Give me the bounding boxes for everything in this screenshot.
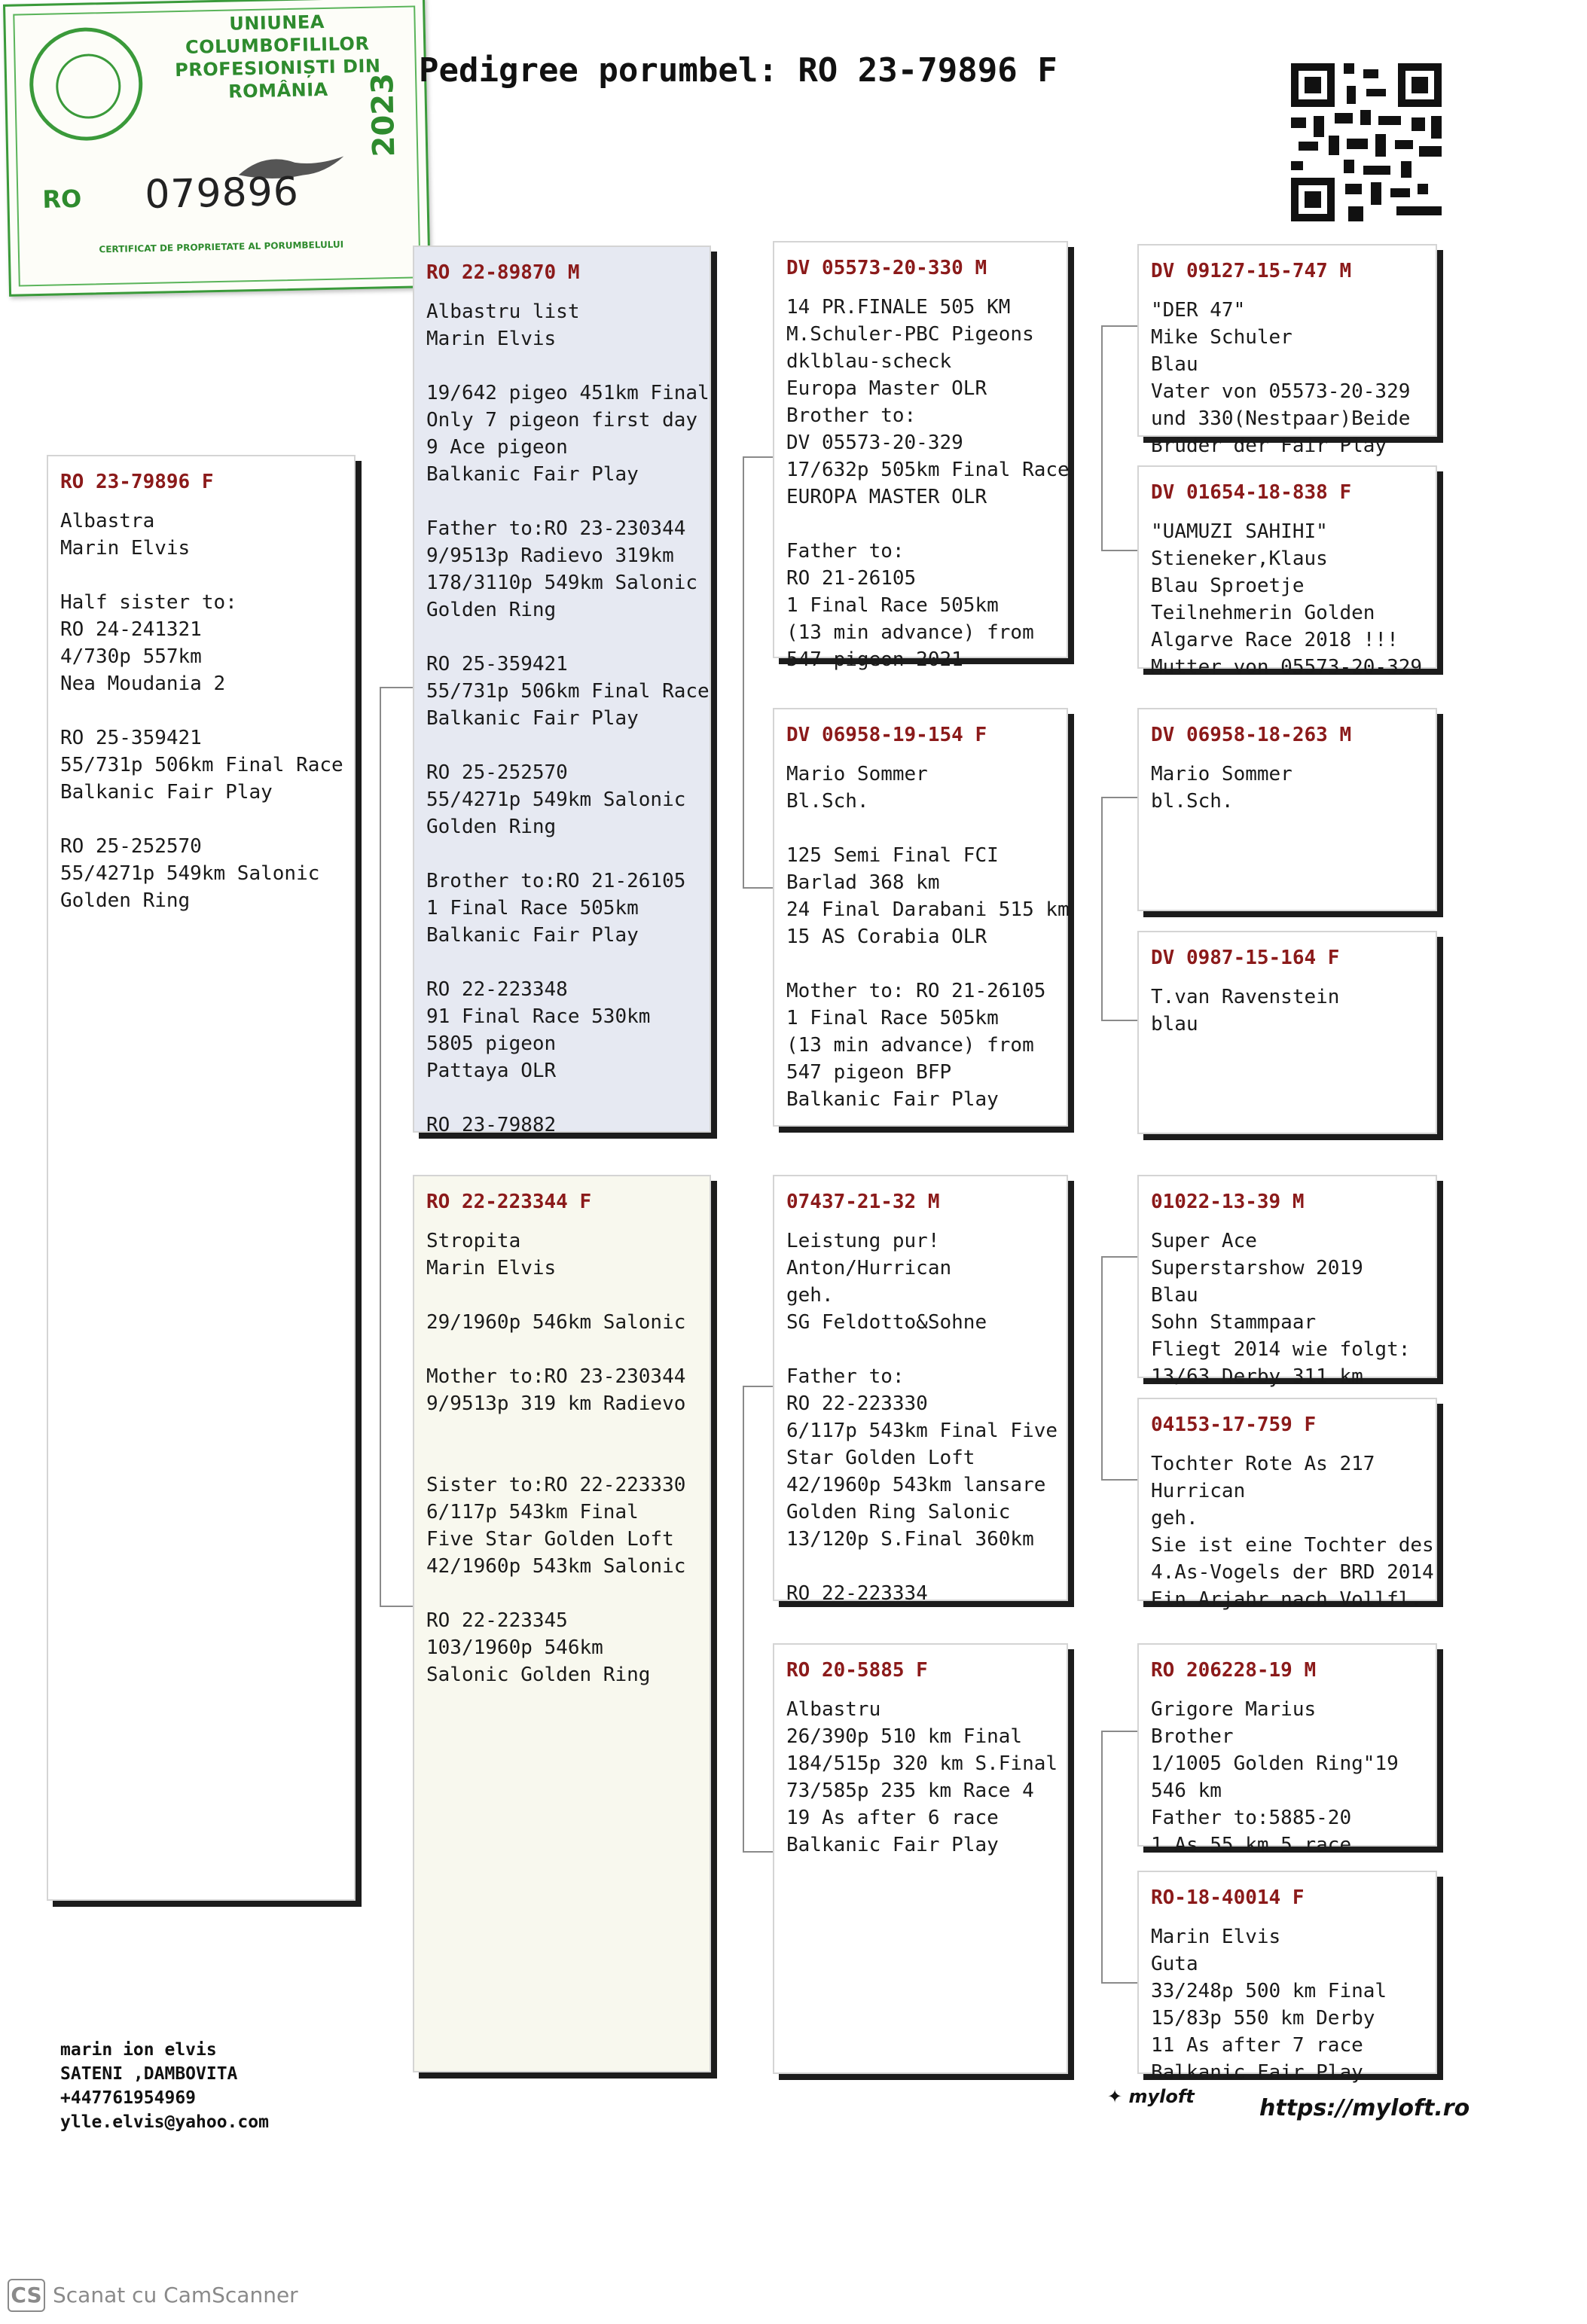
pigeon-note-line: Anton/Hurrican — [786, 1257, 952, 1279]
pigeon-note-line: bl.Sch. — [1151, 790, 1234, 813]
pigeon-note-line: 55/4271p 549km Salonic — [60, 862, 320, 885]
pigeon-note-line: 547 pigeon BFP — [786, 1061, 952, 1084]
pigeon-note-line — [60, 806, 343, 833]
pigeon-note-line: geh. — [1151, 1507, 1198, 1530]
camscanner-icon: CS — [8, 2279, 45, 2312]
ring-number: RO 20-5885 F — [786, 1659, 928, 1682]
pigeon-note-line: Father to:RO 23-230344 — [426, 517, 686, 540]
pigeon-note-line: Mother to: RO 21-26105 — [786, 980, 1046, 1002]
pigeon-notes — [1151, 761, 1425, 815]
pigeon-note-line: Vater von 05573-20-329 — [1151, 380, 1411, 403]
pigeon-note-line — [786, 815, 1056, 842]
pigeon-note-line: Barlad 368 km — [786, 871, 940, 894]
ring-number: 07437-21-32 M — [786, 1191, 940, 1213]
pigeon-note-line: RO 21-26105 — [786, 567, 917, 590]
pigeon-note-line: 1 As 55 km 5 race — [1151, 1834, 1352, 1856]
pigeon-note-line: 125 Semi Final FCI — [786, 844, 999, 867]
pigeon-note-line: 24 Final Darabani 515 km — [786, 898, 1070, 921]
pigeon-note-line: Guta — [1151, 1953, 1198, 1975]
pigeon-note-line: 9/9513p Radievo 319km — [426, 544, 674, 567]
pigeon-note-line: 6/117p 543km Final — [426, 1501, 639, 1523]
pigeon-note-line: RO 25-359421 — [426, 653, 568, 676]
pigeon-note-line: Nea Moudania 2 — [60, 672, 226, 695]
pigeon-note-line: 13/120p S.Final 360km — [786, 1528, 1034, 1551]
pigeon-note-line: Albastru — [786, 1698, 881, 1721]
pigeon-note-line: 1 Final Race 505km — [426, 897, 639, 920]
pigeon-note-line: 178/3110p 549km Salonic — [426, 572, 698, 594]
pigeon-note-line — [426, 1417, 699, 1444]
pigeon-note-line: T.van Ravenstein — [1151, 986, 1340, 1008]
connector-ss — [1101, 325, 1137, 551]
ring-number: DV 01654-18-838 F — [1151, 481, 1352, 504]
pigeon-card-dam — [413, 1175, 711, 2072]
pigeon-card-subject — [47, 455, 356, 1901]
pigeon-note-line: Mario Sommer — [786, 763, 928, 785]
pigeon-card-dsd — [1137, 1398, 1437, 1611]
connector-subject — [380, 687, 413, 1607]
myloft-link[interactable]: https://myloft.ro — [1259, 2095, 1470, 2121]
pigeon-note-line: 11 As after 7 race — [1151, 2034, 1363, 2057]
pigeon-note-line: 9/9513p 319 km Radievo — [426, 1392, 686, 1415]
pigeon-card-sss — [1137, 244, 1437, 457]
pigeon-notes — [60, 508, 343, 914]
page-title: Pedigree porumbel: RO 23-79896 F — [419, 51, 1057, 90]
pigeon-note-line: Five Star Golden Loft — [426, 1528, 674, 1551]
certificate-footer: CERTIFICAT DE PROPRIETATE AL PORUMBELULUI — [99, 239, 344, 255]
pigeon-note-line: Mike Schuler — [1151, 326, 1292, 349]
pigeon-note-line: Stieneker,Klaus — [1151, 547, 1328, 570]
certificate-org: UNIUNEA COLUMBOFILILOR PROFESIONIȘTI DIN ROMÂNIA — [174, 11, 381, 102]
pigeon-note-line: 26/390p 510 km Final — [786, 1725, 1023, 1748]
pigeon-note-line: 1 Final Race 505km — [786, 1007, 999, 1029]
pigeon-card-sire-dam — [773, 708, 1068, 1127]
pigeon-notes — [1151, 1228, 1425, 1390]
camscanner-text: Scanat cu CamScanner — [53, 2283, 298, 2307]
pigeon-note-line: RO 24-241321 — [60, 618, 202, 641]
pigeon-card-sds — [1137, 708, 1437, 911]
ring-number: DV 09127-15-747 M — [1151, 260, 1352, 282]
pigeon-note-line — [60, 697, 343, 724]
pigeon-note-line: 13/63 Derby 311 km — [1151, 1365, 1363, 1388]
pigeon-note-line: Golden Ring — [426, 816, 557, 838]
pigeon-note-line: Balkanic Fair Play — [426, 463, 639, 486]
pigeon-note-line: und 330(Nestpaar)Beide — [1151, 407, 1411, 430]
pigeon-note-line: RO 25-252570 — [426, 761, 568, 784]
pigeon-note-line: Sie ist eine Tochter des — [1151, 1534, 1434, 1557]
pigeon-note-line: Marin Elvis — [426, 1257, 557, 1279]
pigeon-note-line: Blau Sproetje — [1151, 575, 1305, 597]
pigeon-note-line: 4/730p 557km — [60, 645, 202, 668]
pigeon-notes — [1151, 984, 1425, 1038]
pigeon-note-line: Sister to:RO 22-223330 — [426, 1474, 686, 1496]
pigeon-note-line: Albastra — [60, 510, 155, 532]
pigeon-note-line — [786, 511, 1056, 538]
owner-email: ylle.elvis@yahoo.com — [60, 2112, 269, 2132]
pigeon-note-line: Mother to:RO 23-230344 — [426, 1365, 686, 1388]
ring-number: RO 22-89870 M — [426, 261, 580, 284]
pigeon-note-line — [426, 1580, 699, 1607]
pigeon-note-line: Balkanic Fair Play — [426, 924, 639, 947]
pigeon-note-line: Leistung pur! — [786, 1230, 940, 1252]
pigeon-note-line: EUROPA MASTER OLR — [786, 486, 987, 508]
pigeon-card-ddd — [1137, 1871, 1437, 2084]
pigeon-note-line — [426, 352, 699, 380]
myloft-logo-text: myloft — [1128, 2086, 1195, 2107]
pigeon-note-line: Europa Master OLR — [786, 377, 987, 400]
pigeon-note-line — [426, 1282, 699, 1309]
connector-dam — [743, 1386, 773, 1853]
pigeon-note-line: Mario Sommer — [1151, 763, 1292, 785]
pigeon-note-line: Father to: — [786, 540, 905, 563]
pigeon-notes — [1151, 518, 1425, 681]
pigeon-note-line — [426, 1336, 699, 1363]
pigeon-note-line: 73/585p 235 km Race 4 — [786, 1780, 1034, 1802]
connector-sire — [743, 456, 773, 889]
pigeon-note-line: 55/731p 506km Final Race — [60, 754, 343, 776]
pigeon-note-line: 15/83p 550 km Derby — [1151, 2007, 1375, 2030]
pigeon-note-line: Albastru list — [426, 300, 580, 323]
pigeon-note-line: 17/632p 505km Final Race — [786, 459, 1070, 481]
pigeon-notes — [786, 1228, 1056, 1607]
pigeon-note-line: 55/731p 506km Final Race — [426, 680, 710, 703]
pigeon-note-line: Blau — [1151, 353, 1198, 376]
owner-phone: +447761954969 — [60, 2088, 197, 2108]
pigeon-note-line: Hurrican — [1151, 1480, 1246, 1502]
pigeon-note-line: geh. — [786, 1284, 834, 1307]
pigeon-note-line: Algarve Race 2018 !!! — [1151, 629, 1399, 651]
pigeon-note-line: RO 22-223348 — [426, 978, 568, 1001]
pigeon-note-line: 1/1005 Golden Ring"19 — [1151, 1752, 1399, 1775]
pigeon-card-dam-sire — [773, 1175, 1068, 1605]
pigeon-note-line: Teilnehmerin Golden — [1151, 602, 1375, 624]
ring-number: DV 0987-15-164 F — [1151, 947, 1340, 969]
owner-address: SATENI ,DAMBOVITA — [60, 2064, 238, 2084]
ring-number: RO-18-40014 F — [1151, 1886, 1305, 1909]
pigeon-note-line: 19/642 pigeo 451km Final — [426, 382, 710, 404]
pigeon-notes — [1151, 1923, 1425, 2086]
owner-contact — [60, 2038, 269, 2134]
pigeon-note-line: Brother — [1151, 1725, 1234, 1748]
pigeon-note-line: blau — [1151, 1013, 1198, 1035]
pigeon-note-line: (13 min advance) from — [786, 621, 1034, 644]
pigeon-note-line: Fliegt 2014 wie folgt: — [1151, 1338, 1411, 1361]
ring-number: DV 06958-18-263 M — [1151, 724, 1352, 746]
pigeon-note-line: Father to:5885-20 — [1151, 1807, 1352, 1829]
pigeon-note-line: 6/117p 543km Final Five — [786, 1420, 1058, 1442]
pigeon-note-line: 42/1960p 543km Salonic — [426, 1555, 686, 1578]
pigeon-note-line: 546 km — [1151, 1780, 1222, 1802]
pigeon-note-line: dklblau-scheck — [786, 350, 952, 373]
connector-ds — [1101, 1256, 1137, 1481]
ring-number: 04153-17-759 F — [1151, 1414, 1317, 1436]
pigeon-note-line — [426, 1084, 699, 1112]
pigeon-note-line: 55/4271p 549km Salonic — [426, 788, 686, 811]
pigeon-note-line: Golden Ring — [60, 889, 191, 912]
pigeon-note-line: RO 25-359421 — [60, 727, 202, 749]
pigeon-note-line: Superstarshow 2019 — [1151, 1257, 1363, 1279]
pigeon-notes — [426, 1228, 699, 1688]
pigeon-note-line: "UAMUZI SAHIHI" — [1151, 520, 1328, 543]
pigeon-note-line: 4.As-Vogels der BRD 2014 — [1151, 1561, 1434, 1584]
pigeon-note-line: Marin Elvis — [426, 328, 557, 350]
pigeon-note-line — [426, 732, 699, 759]
pigeon-note-line — [426, 488, 699, 515]
pigeon-note-line: Brüder der Fair Play — [1151, 435, 1387, 457]
pigeon-note-line: 42/1960p 543km lansare — [786, 1474, 1046, 1496]
owner-name: marin ion elvis — [60, 2040, 217, 2060]
pigeon-note-line: RO 23-79882 — [426, 1114, 557, 1136]
pigeon-note-line: Balkanic Fair Play — [60, 781, 273, 804]
pigeon-card-ssd — [1137, 465, 1437, 679]
certificate-number: 079896 — [144, 169, 300, 218]
pigeon-notes — [786, 294, 1070, 673]
pigeon-note-line: (13 min advance) from — [786, 1034, 1034, 1057]
pigeon-notes — [1151, 1696, 1425, 1859]
pigeon-note-line — [786, 1553, 1056, 1580]
pigeon-card-dam-dam — [773, 1643, 1068, 2074]
pigeon-note-line: Golden Ring — [426, 599, 557, 621]
qr-code-icon — [1291, 63, 1442, 221]
pigeon-note-line: Pattaya OLR — [426, 1060, 557, 1082]
pigeon-card-sire-sire — [773, 241, 1070, 671]
pigeon-note-line: Stropita — [426, 1230, 521, 1252]
pigeon-note-line: Father to: — [786, 1365, 905, 1388]
pigeon-note-line: 15 AS Corabia OLR — [786, 926, 987, 948]
connector-dd — [1101, 1731, 1137, 1984]
pigeon-note-line — [426, 624, 699, 651]
pigeon-note-line: 5805 pigeon — [426, 1032, 557, 1055]
pigeon-note-line: Brother to:RO 21-26105 — [426, 870, 686, 892]
pigeon-note-line: Blau — [1151, 1284, 1198, 1307]
pigeon-note-line: Balkanic Fair Play — [786, 1088, 999, 1111]
pigeon-note-line: 1 Final Race 505km — [786, 594, 999, 617]
pigeon-note-line — [426, 1444, 699, 1472]
pigeon-notes — [1151, 297, 1425, 459]
pigeon-note-line: Bl.Sch. — [786, 790, 869, 813]
ring-number: RO 22-223344 F — [426, 1191, 592, 1213]
pigeon-note-line: DV 05573-20-329 — [786, 432, 963, 454]
pigeon-logo-icon: ✦ — [1107, 2086, 1123, 2107]
pigeon-note-line: 29/1960p 546km Salonic — [426, 1311, 686, 1334]
pigeon-note-line: 91 Final Race 530km — [426, 1005, 651, 1028]
pigeon-card-dss — [1137, 1175, 1437, 1388]
pigeon-note-line: Golden Ring Salonic — [786, 1501, 1011, 1523]
pigeon-card-sire — [413, 246, 711, 1136]
pigeon-note-line: Sohn Stammpaar — [1151, 1311, 1317, 1334]
ring-number: DV 05573-20-330 M — [786, 257, 987, 279]
pigeon-note-line: M.Schuler-PBC Pigeons — [786, 323, 1034, 346]
connector-sd — [1101, 797, 1137, 1021]
pigeon-note-line: Super Ace — [1151, 1230, 1257, 1252]
pigeon-note-line: Balkanic Fair Play — [786, 1834, 999, 1856]
myloft-logo — [1107, 2086, 1195, 2107]
pigeon-note-line: 9 Ace pigeon — [426, 436, 568, 459]
pigeon-note-line: Ein Arjahr nach Vollfl. — [1151, 1588, 1423, 1611]
pigeon-note-line: RO 22-223345 — [426, 1609, 568, 1632]
pigeon-note-line: Tochter Rote As 217 — [1151, 1453, 1375, 1475]
pigeon-notes — [426, 298, 710, 1139]
pigeon-note-line: 33/248p 500 km Final — [1151, 1980, 1387, 2002]
pigeon-note-line: "DER 47" — [1151, 299, 1246, 322]
pigeon-note-line: Mutter von 05573-20-329 — [1151, 656, 1423, 679]
pigeon-note-line: RO 22-223330 — [786, 1392, 928, 1415]
pigeon-note-line: 103/1960p 546km — [426, 1636, 603, 1659]
ring-number: 01022-13-39 M — [1151, 1191, 1305, 1213]
pigeon-note-line: 547 pigeon 2021 — [786, 648, 963, 671]
ring-number: DV 06958-19-154 F — [786, 724, 987, 746]
pigeon-note-line: Half sister to: — [60, 591, 237, 614]
pigeon-note-line: Balkanic Fair Play — [426, 707, 639, 730]
certificate-country: RO — [42, 184, 82, 214]
pigeon-note-line — [426, 949, 699, 976]
pigeon-note-line: Brother to: — [786, 404, 917, 427]
certificate-year: 2023 — [365, 72, 402, 157]
pigeon-note-line — [426, 840, 699, 868]
pigeon-note-line: Salonic Golden Ring — [426, 1664, 651, 1686]
pigeon-note-line: RO 25-252570 — [60, 835, 202, 858]
camscanner-watermark — [8, 2279, 298, 2312]
pigeon-note-line: 19 As after 6 race — [786, 1807, 999, 1829]
pigeon-note-line — [786, 1336, 1056, 1363]
pigeon-note-line: Marin Elvis — [1151, 1926, 1281, 1948]
pigeon-note-line: Star Golden Loft — [786, 1447, 975, 1469]
pigeon-note-line: Grigore Marius — [1151, 1698, 1317, 1721]
pigeon-notes — [786, 1696, 1056, 1859]
pigeon-note-line — [60, 562, 343, 589]
pigeon-notes — [786, 761, 1070, 1113]
pigeon-note-line: 184/515p 320 km S.Final — [786, 1752, 1058, 1775]
pigeon-note-line — [786, 950, 1056, 977]
pigeon-card-dds — [1137, 1643, 1437, 1856]
pigeon-note-line: Balkanic Fair Play — [1151, 2061, 1363, 2084]
pigeon-notes — [1151, 1450, 1434, 1613]
pigeon-note-line: Marin Elvis — [60, 537, 191, 560]
ring-number: RO 23-79896 F — [60, 471, 214, 493]
pigeon-note-line: 14 PR.FINALE 505 KM — [786, 296, 1011, 319]
ring-number: RO 206228-19 M — [1151, 1659, 1317, 1682]
pigeon-note-line: RO 22-223334 — [786, 1582, 928, 1605]
pigeon-note-line: SG Feldotto&Sohne — [786, 1311, 987, 1334]
pigeon-card-sdd — [1137, 931, 1437, 1134]
pigeon-note-line: Only 7 pigeon first day — [426, 409, 698, 432]
ownership-certificate — [3, 0, 431, 297]
